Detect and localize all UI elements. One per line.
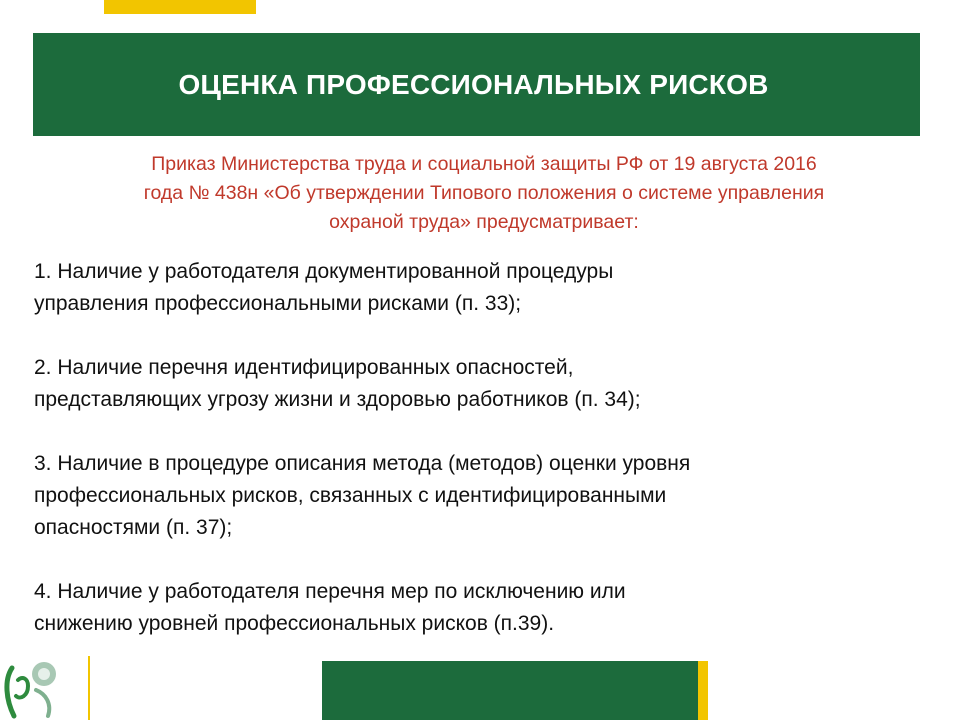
list-item-line: 3. Наличие в процедуре описания метода (методов) оценки уровня	[34, 452, 691, 475]
list-item	[34, 448, 934, 544]
list-item-line: 1. Наличие у работодателя документированной процедуры	[34, 260, 614, 283]
slide-title: ОЦЕНКА ПРОФЕССИОНАЛЬНЫХ РИСКОВ	[178, 68, 769, 100]
title-bar	[33, 33, 920, 136]
subtitle-line: года № 438н «Об утверждении Типового положения о системе управления	[143, 182, 825, 204]
list-item-line: 2. Наличие перечня идентифицированных опасностей,	[34, 356, 574, 379]
list-item	[34, 576, 934, 640]
list-item-line: профессиональных рисков, связанных с идентифицированными	[34, 484, 667, 507]
subtitle-line: охраной труда» предусматривает:	[329, 211, 639, 233]
list-item-line: опасностями (п. 37);	[34, 516, 233, 539]
bottom-green-block	[322, 661, 698, 720]
list-item-line: снижению уровней профессиональных рисков (п.39).	[34, 612, 555, 635]
top-yellow-accent	[104, 0, 256, 14]
list-item-line: 4. Наличие у работодателя перечня мер по исключению или	[34, 580, 626, 603]
requirements-list	[34, 256, 934, 672]
list-item-line: представляющих угрозу жизни и здоровью работников (п. 34);	[34, 388, 641, 411]
logo-graphic	[0, 650, 64, 720]
subtitle	[40, 150, 928, 237]
logo-divider	[88, 656, 90, 720]
bottom-yellow-block	[698, 661, 708, 720]
list-item-line: управления профессиональными рисками (п. 33);	[34, 292, 522, 315]
green-swirl-logo-icon	[0, 650, 64, 720]
list-item	[34, 256, 934, 320]
subtitle-line: Приказ Министерства труда и социальной защиты РФ от 19 августа 2016	[151, 153, 817, 175]
list-item	[34, 352, 934, 416]
